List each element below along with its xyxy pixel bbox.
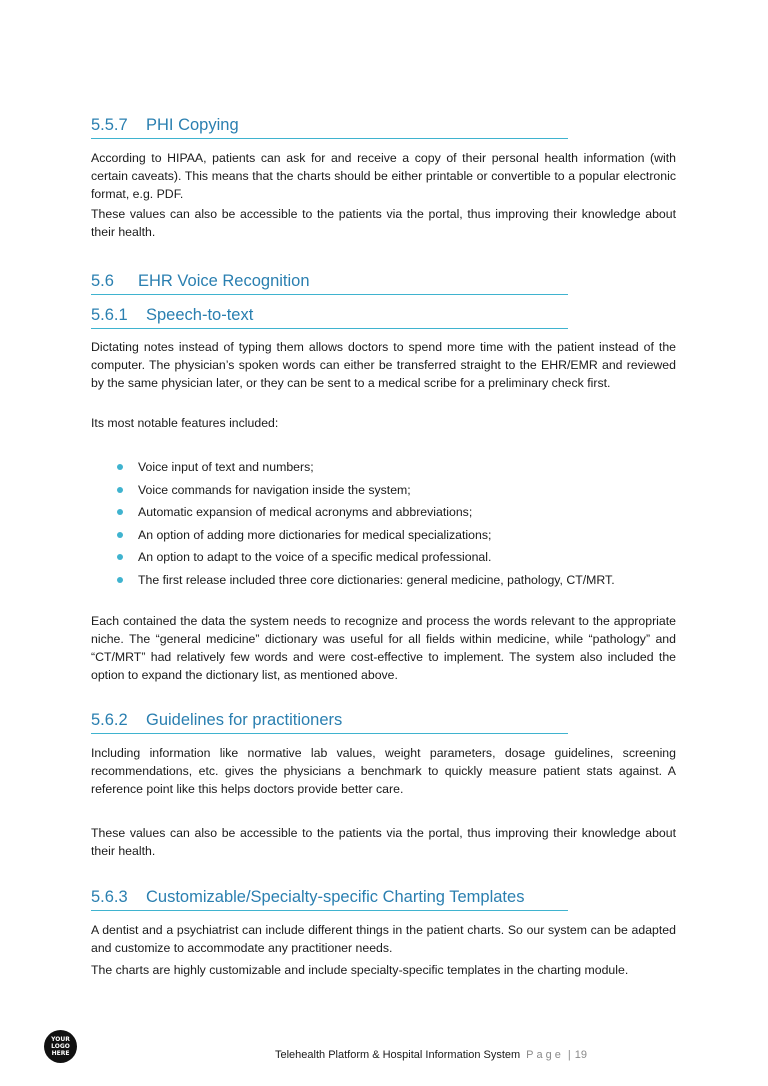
- page-footer: [275, 1049, 587, 1061]
- section-number: 5.5.7: [91, 116, 128, 134]
- section-heading-speech-to-text: [91, 305, 568, 329]
- section-heading-guidelines: [91, 710, 568, 734]
- bullet-dot-icon: [117, 487, 123, 493]
- section-title: Customizable/Specialty-specific Charting Templates: [146, 888, 525, 906]
- paragraph: Including information like normative lab values, weight parameters, dosage guidelines, screening recommendations, etc. gives the physicians a benchmark to quickly measure patient stats against. A reference point like this helps doctors provide better care.: [91, 746, 676, 796]
- section-heading-phi-copying: [91, 115, 568, 139]
- page-number: 19: [574, 1049, 587, 1061]
- section-heading-charting-templates: [91, 887, 568, 911]
- paragraph: Each contained the data the system needs to recognize and process the words relevant to the appropriate niche. The “general medicine” dictionary was useful for all fields within medicine, while “pathology” and “CT/MRT” had relatively few words and were cost-effective to implement. The system also included the option to expand the dictionary list, as mentioned above.: [91, 614, 676, 682]
- section-heading-ehr-voice-recognition: [91, 271, 568, 295]
- footer-doc-title: Telehealth Platform & Hospital Information System: [275, 1049, 521, 1061]
- footer-page-label: Page: [526, 1049, 564, 1061]
- bullet-dot-icon: [117, 532, 123, 538]
- bullet-dot-icon: [117, 464, 123, 470]
- paragraph: Its most notable features included:: [91, 416, 279, 430]
- paragraph: These values can also be accessible to the patients via the portal, thus improving their knowledge about their health.: [91, 826, 676, 858]
- paragraph: These values can also be accessible to the patients via the portal, thus improving their knowledge about their health.: [91, 207, 676, 239]
- list-item: Voice input of text and numbers;: [91, 456, 676, 479]
- section-number: 5.6: [91, 272, 114, 290]
- bullet-dot-icon: [117, 554, 123, 560]
- logo-text: YOUR LOGO HERE: [51, 1036, 70, 1057]
- list-item: An option to adapt to the voice of a specific medical professional.: [91, 546, 676, 569]
- section-number: 5.6.3: [91, 888, 128, 906]
- section-title: EHR Voice Recognition: [138, 272, 310, 290]
- section-title: PHI Copying: [146, 116, 239, 134]
- company-logo: [44, 1030, 77, 1063]
- list-item: Automatic expansion of medical acronyms and abbreviations;: [91, 501, 676, 524]
- footer-separator: |: [567, 1049, 571, 1061]
- list-item: An option of adding more dictionaries for medical specializations;: [91, 524, 676, 547]
- bullet-dot-icon: [117, 577, 123, 583]
- list-item: Voice commands for navigation inside the system;: [91, 479, 676, 502]
- paragraph: The charts are highly customizable and include specialty-specific templates in the charting module.: [91, 963, 629, 977]
- section-title: Speech-to-text: [146, 306, 254, 324]
- section-number: 5.6.1: [91, 306, 128, 324]
- paragraph: According to HIPAA, patients can ask for and receive a copy of their personal health information (with certain caveats). This means that the charts should be either printable or convertible to a popular electronic format, e.g. PDF.: [91, 151, 676, 201]
- paragraph: Dictating notes instead of typing them allows doctors to spend more time with the patient instead of the computer. The physician’s spoken words can either be transferred straight to the EHR/EMR and reviewed by the same physician later, or they can be sent to a medical scribe for a preliminary check first.: [91, 340, 676, 390]
- bullet-dot-icon: [117, 509, 123, 515]
- paragraph: A dentist and a psychiatrist can include different things in the patient charts. So our system can be adapted and customize to accommodate any practitioner needs.: [91, 923, 676, 955]
- list-item: The first release included three core dictionaries: general medicine, pathology, CT/MRT.: [91, 569, 676, 592]
- section-title: Guidelines for practitioners: [146, 711, 343, 729]
- feature-list: [91, 456, 676, 592]
- section-number: 5.6.2: [91, 711, 128, 729]
